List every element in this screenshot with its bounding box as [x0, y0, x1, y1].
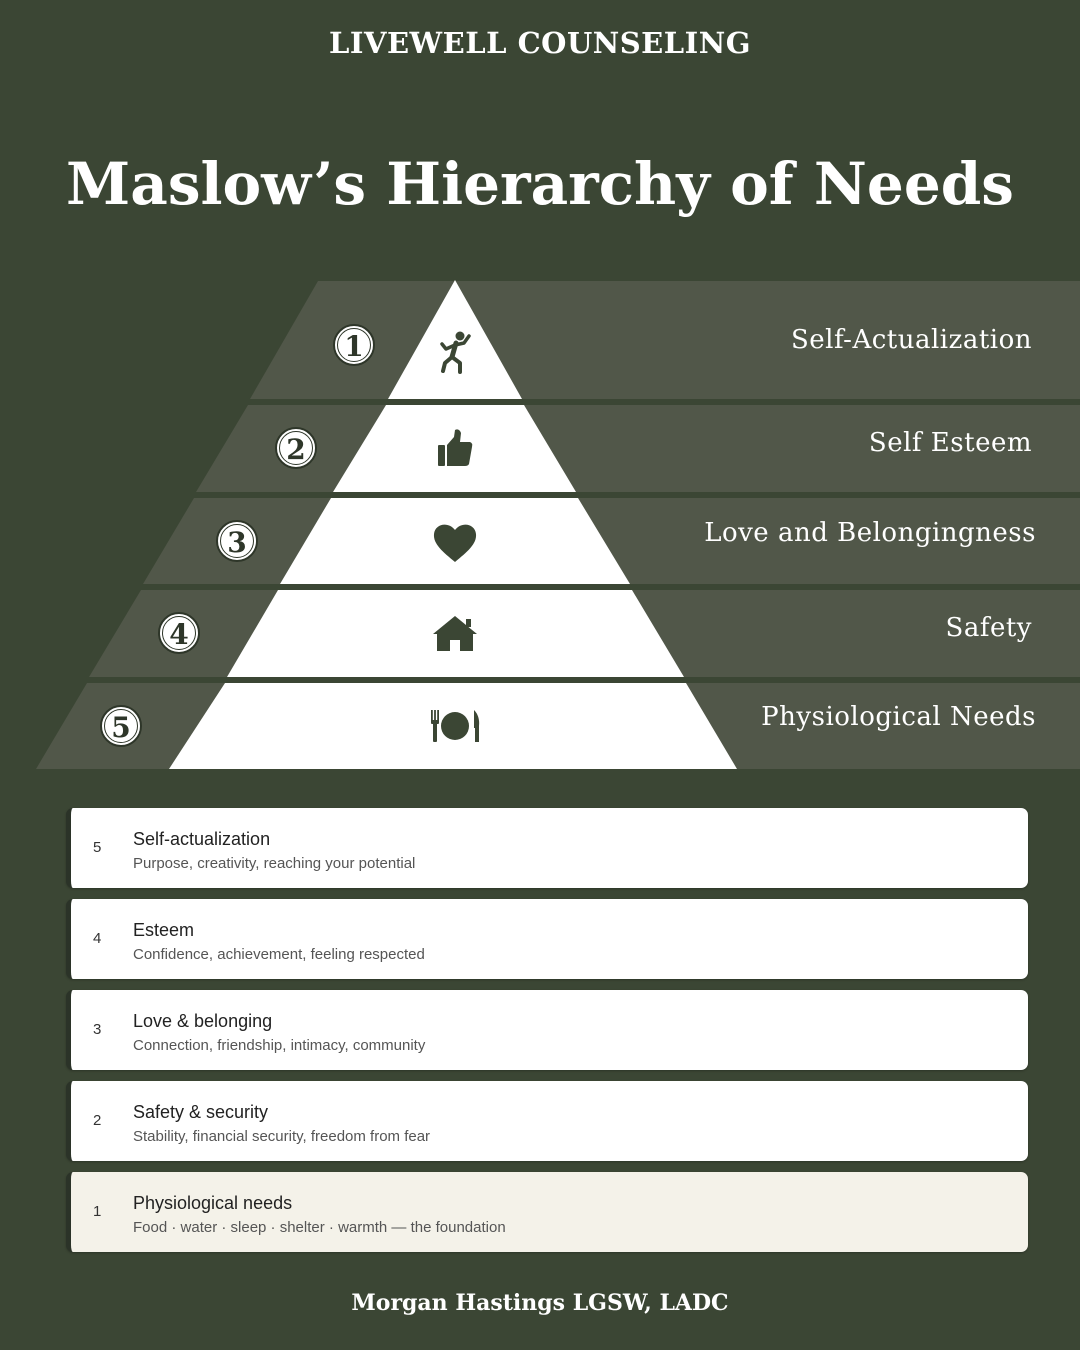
- list-item-description: Connection, friendship, intimacy, community: [133, 1037, 426, 1054]
- level-badge-3: [217, 521, 257, 561]
- list-item: [66, 1081, 1028, 1161]
- list-item: [66, 808, 1028, 888]
- list-item-title: Self-actualization: [133, 829, 271, 849]
- list-item-title: Physiological needs: [133, 1193, 293, 1213]
- list-item-description: Stability, financial security, freedom from fear: [133, 1128, 431, 1145]
- list-item-description: Food · water · sleep · shelter · warmth — the foundation: [133, 1219, 506, 1236]
- list-item: [66, 990, 1028, 1070]
- level-badge-1: [334, 325, 374, 365]
- list-item-number: 3: [93, 1021, 102, 1038]
- needs-list: [66, 808, 1028, 1263]
- list-item: [66, 1172, 1028, 1252]
- level-label-3: Love and Belongingness: [704, 518, 1036, 548]
- level-label-4: Safety: [945, 613, 1032, 643]
- list-item-description: Purpose, creativity, reaching your potential: [133, 855, 416, 872]
- svg-text:5: 5: [111, 711, 131, 744]
- brand-name: LIVEWELL COUNSELING: [328, 26, 752, 60]
- level-badge-4: [159, 613, 199, 653]
- list-item-number: 5: [93, 839, 102, 856]
- list-item-title: Safety & security: [133, 1102, 269, 1122]
- level-badge-2: [276, 428, 316, 468]
- level-label-2: Self Esteem: [868, 428, 1032, 458]
- author-credit: Morgan Hastings LGSW, LADC: [351, 1290, 729, 1316]
- svg-text:2: 2: [286, 433, 306, 466]
- list-item-title: Esteem: [133, 920, 195, 940]
- svg-text:3: 3: [227, 526, 247, 559]
- list-item: [66, 899, 1028, 979]
- list-item-number: 1: [93, 1203, 102, 1220]
- list-item-number: 2: [93, 1112, 102, 1129]
- level-label-5: Physiological Needs: [761, 702, 1036, 732]
- svg-text:4: 4: [169, 618, 189, 651]
- level-badge-5: [101, 706, 141, 746]
- svg-text:1: 1: [344, 330, 364, 363]
- list-item-description: Confidence, achievement, feeling respected: [133, 946, 425, 963]
- list-item-number: 4: [93, 930, 102, 947]
- list-item-title: Love & belonging: [133, 1011, 273, 1031]
- page-title: Maslow’s Hierarchy of Needs: [66, 150, 1014, 218]
- level-label-1: Self-Actualization: [790, 325, 1032, 355]
